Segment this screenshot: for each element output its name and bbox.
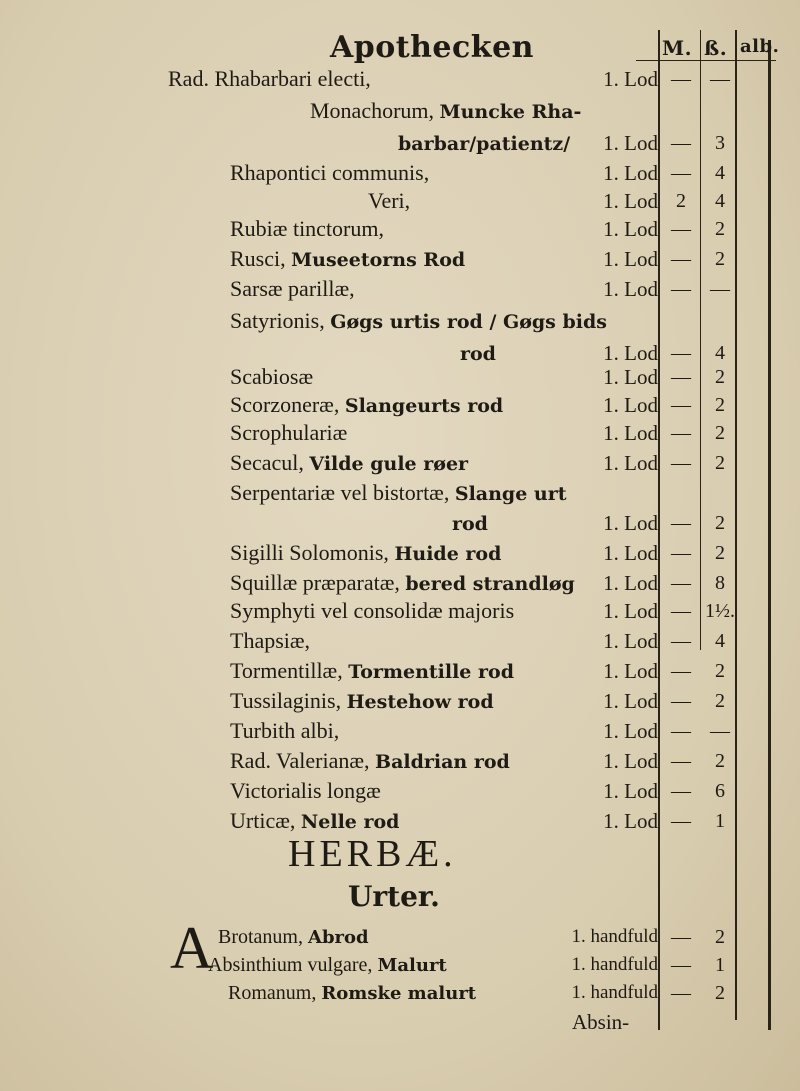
entry-row bbox=[0, 96, 800, 128]
entry-quantity: 1. Lod bbox=[603, 451, 658, 475]
entry-mark: — bbox=[671, 542, 691, 564]
entry-mark: — bbox=[671, 750, 691, 772]
vernacular-gloss: Museetorns Rod bbox=[291, 249, 466, 271]
entry-name bbox=[230, 656, 514, 687]
latin-name: Satyrionis, bbox=[230, 308, 325, 333]
vernacular-gloss: Huide rod bbox=[394, 543, 502, 565]
entry-mark: — bbox=[671, 452, 691, 474]
entry-quantity: 1. Lod bbox=[603, 189, 658, 213]
herb-skilling: 1 bbox=[715, 954, 725, 976]
vernacular-gloss: barbar/patientz/ bbox=[398, 133, 571, 155]
entry-name bbox=[230, 776, 381, 807]
entry-quantity: 1. Lod bbox=[603, 341, 658, 365]
column-header-skilling: ß. bbox=[704, 36, 728, 60]
latin-name: Romanum, bbox=[228, 982, 317, 1004]
herb-name bbox=[228, 978, 476, 1009]
entry-quantity: 1. Lod bbox=[603, 571, 658, 595]
herb-row bbox=[0, 978, 800, 1010]
entry-mark: — bbox=[671, 600, 691, 622]
entry-mark: — bbox=[671, 248, 691, 270]
entry-row bbox=[0, 776, 800, 808]
entry-name bbox=[230, 448, 468, 479]
entry-row bbox=[0, 538, 800, 570]
entry-quantity: 1. Lod bbox=[603, 689, 658, 713]
entry-name bbox=[230, 538, 501, 569]
entry-skilling: 2 bbox=[715, 542, 725, 564]
entry-quantity: 1. Lod bbox=[603, 809, 658, 833]
latin-name: Tussilaginis, bbox=[230, 688, 342, 713]
entry-row bbox=[0, 418, 800, 450]
latin-name: Scabiosæ bbox=[230, 364, 314, 389]
entry-quantity: 1. Lod bbox=[603, 247, 658, 271]
latin-name: Symphyti vel consolidæ majoris bbox=[230, 598, 515, 623]
entry-name bbox=[168, 64, 371, 95]
catchword: Absin- bbox=[572, 1010, 630, 1034]
entry-name bbox=[230, 596, 514, 627]
vernacular-gloss: Vilde gule røer bbox=[309, 453, 469, 475]
entry-skilling: 4 bbox=[715, 190, 725, 212]
latin-name: Thapsiæ, bbox=[230, 628, 311, 653]
entry-mark: — bbox=[671, 366, 691, 388]
entry-name bbox=[452, 508, 488, 539]
vernacular-gloss: Romske malurt bbox=[321, 983, 477, 1004]
entry-skilling: — bbox=[710, 278, 730, 300]
vernacular-gloss: Abrod bbox=[308, 927, 369, 948]
entry-name bbox=[230, 244, 465, 275]
vernacular-gloss: Gøgs urtis rod / Gøgs bids bbox=[330, 311, 607, 333]
entry-quantity: 1. Lod bbox=[603, 365, 658, 389]
latin-name: Serpentariæ vel bistortæ, bbox=[230, 480, 450, 505]
entry-mark: 2 bbox=[676, 190, 686, 212]
entry-quantity: 1. Lod bbox=[603, 749, 658, 773]
entry-quantity: 1. Lod bbox=[603, 511, 658, 535]
latin-name: Sigilli Solomonis, bbox=[230, 540, 389, 565]
entry-row bbox=[0, 716, 800, 748]
vernacular-gloss: bered strandløg bbox=[405, 573, 575, 595]
entry-skilling: — bbox=[710, 68, 730, 90]
entry-quantity: 1. Lod bbox=[603, 393, 658, 417]
latin-name: Tormentillæ, bbox=[230, 658, 343, 683]
entry-row bbox=[0, 214, 800, 246]
entry-mark: — bbox=[671, 780, 691, 802]
entry-skilling: 3 bbox=[715, 132, 725, 154]
latin-name: Scrophulariæ bbox=[230, 420, 348, 445]
entry-quantity: 1. Lod bbox=[603, 67, 658, 91]
entry-row bbox=[0, 686, 800, 718]
latin-name: Squillæ præparatæ, bbox=[230, 570, 400, 595]
entry-quantity: 1. Lod bbox=[603, 629, 658, 653]
herb-skilling: 2 bbox=[715, 982, 725, 1004]
entry-mark: — bbox=[671, 690, 691, 712]
entry-quantity: 1. Lod bbox=[603, 779, 658, 803]
latin-name: Secacul, bbox=[230, 450, 304, 475]
entry-mark: — bbox=[671, 810, 691, 832]
entry-name bbox=[310, 96, 581, 127]
entry-skilling: — bbox=[710, 720, 730, 742]
entry-quantity: 1. Lod bbox=[603, 217, 658, 241]
entry-skilling: 2 bbox=[715, 248, 725, 270]
entry-mark: — bbox=[671, 342, 691, 364]
entry-skilling: 2 bbox=[715, 218, 725, 240]
entry-name bbox=[230, 626, 310, 657]
column-header-mark: M. bbox=[662, 36, 693, 60]
entry-mark: — bbox=[671, 278, 691, 300]
entry-name bbox=[230, 274, 355, 305]
entry-skilling: 2 bbox=[715, 750, 725, 772]
entry-name bbox=[230, 214, 384, 245]
vernacular-gloss: rod bbox=[460, 343, 496, 365]
entry-quantity: 1. Lod bbox=[603, 719, 658, 743]
vernacular-gloss: Hestehow rod bbox=[346, 691, 494, 713]
entry-row bbox=[0, 508, 800, 540]
section-title: HERBÆ. bbox=[288, 833, 457, 875]
entry-mark: — bbox=[671, 422, 691, 444]
entry-quantity: 1. Lod bbox=[603, 131, 658, 155]
entry-quantity: 1. Lod bbox=[603, 161, 658, 185]
entry-mark: — bbox=[671, 630, 691, 652]
herb-skilling: 2 bbox=[715, 926, 725, 948]
vernacular-gloss: Slangeurts rod bbox=[344, 395, 504, 417]
entry-name bbox=[230, 418, 347, 449]
entry-name bbox=[230, 362, 313, 393]
section-subtitle: Urter. bbox=[348, 880, 440, 913]
entry-skilling: 1 bbox=[715, 810, 725, 832]
entry-mark: — bbox=[671, 132, 691, 154]
entry-name bbox=[230, 158, 429, 189]
entry-row bbox=[0, 274, 800, 306]
entry-name bbox=[230, 306, 607, 337]
entry-name bbox=[230, 716, 339, 747]
vernacular-gloss: rod bbox=[452, 513, 488, 535]
entry-skilling: 2 bbox=[715, 452, 725, 474]
entry-skilling: 1½. bbox=[705, 600, 735, 622]
entry-quantity: 1. Lod bbox=[603, 599, 658, 623]
entry-row bbox=[0, 448, 800, 480]
latin-name: Victorialis longæ bbox=[230, 778, 381, 803]
vernacular-gloss: Tormentille rod bbox=[348, 661, 514, 683]
vernacular-gloss: Muncke Rha- bbox=[439, 101, 582, 123]
entry-name bbox=[230, 686, 494, 717]
latin-name: Scorzoneræ, bbox=[230, 392, 340, 417]
entry-row bbox=[0, 306, 800, 338]
herb-mark: — bbox=[671, 926, 691, 948]
entry-skilling: 6 bbox=[715, 780, 725, 802]
entry-name bbox=[230, 390, 503, 421]
latin-name: Sarsæ parillæ, bbox=[230, 276, 355, 301]
entry-skilling: 2 bbox=[715, 660, 725, 682]
entry-row bbox=[0, 478, 800, 510]
entry-name bbox=[230, 746, 510, 777]
latin-name: Rusci, bbox=[230, 246, 286, 271]
entry-skilling: 2 bbox=[715, 366, 725, 388]
entry-row bbox=[0, 656, 800, 688]
entry-mark: — bbox=[671, 660, 691, 682]
herb-quantity: 1. handfuld bbox=[571, 954, 658, 975]
herb-quantity: 1. handfuld bbox=[571, 982, 658, 1003]
latin-name: Rubiæ tinctorum, bbox=[230, 216, 384, 241]
entry-name bbox=[398, 128, 570, 159]
entry-mark: — bbox=[671, 218, 691, 240]
entry-skilling: 8 bbox=[715, 572, 725, 594]
herb-quantity: 1. handfuld bbox=[571, 926, 658, 947]
entry-mark: — bbox=[671, 394, 691, 416]
vernacular-gloss: Nelle rod bbox=[300, 811, 400, 833]
entry-mark: — bbox=[671, 720, 691, 742]
herb-mark: — bbox=[671, 982, 691, 1004]
latin-name: Monachorum, bbox=[310, 98, 435, 123]
page-title: Apothecken bbox=[330, 30, 534, 65]
vernacular-gloss: Malurt bbox=[377, 955, 447, 976]
entry-skilling: 4 bbox=[715, 162, 725, 184]
latin-name: Brotanum, bbox=[218, 926, 303, 948]
latin-name: Veri, bbox=[368, 188, 411, 213]
header-rule bbox=[636, 60, 776, 61]
entry-row bbox=[0, 746, 800, 778]
entry-name bbox=[230, 568, 575, 599]
entry-quantity: 1. Lod bbox=[603, 659, 658, 683]
column-header-alb: alb. bbox=[740, 36, 780, 57]
entry-mark: — bbox=[671, 512, 691, 534]
latin-name: Absinthium vulgare, bbox=[208, 954, 373, 976]
herb-mark: — bbox=[671, 954, 691, 976]
entry-skilling: 2 bbox=[715, 690, 725, 712]
latin-name: Rad. Rhabarbari electi, bbox=[168, 66, 371, 91]
latin-name: Rhapontici communis, bbox=[230, 160, 430, 185]
entry-quantity: 1. Lod bbox=[603, 541, 658, 565]
entry-name bbox=[230, 478, 567, 509]
entry-skilling: 4 bbox=[715, 342, 725, 364]
entry-skilling: 2 bbox=[715, 512, 725, 534]
entry-mark: — bbox=[671, 572, 691, 594]
drop-cap: A bbox=[170, 915, 214, 981]
entry-row bbox=[0, 596, 800, 628]
entry-row bbox=[0, 626, 800, 658]
entry-row bbox=[0, 128, 800, 160]
vernacular-gloss: Slange urt bbox=[454, 483, 567, 505]
entry-mark: — bbox=[671, 68, 691, 90]
latin-name: Urticæ, bbox=[230, 808, 296, 833]
entry-row bbox=[0, 64, 800, 96]
herb-name bbox=[218, 922, 369, 953]
entry-row bbox=[0, 244, 800, 276]
entry-skilling: 2 bbox=[715, 422, 725, 444]
entry-skilling: 4 bbox=[715, 630, 725, 652]
herb-name bbox=[208, 950, 447, 981]
entry-quantity: 1. Lod bbox=[603, 421, 658, 445]
latin-name: Turbith albi, bbox=[230, 718, 340, 743]
entry-name bbox=[368, 186, 410, 217]
latin-name: Rad. Valerianæ, bbox=[230, 748, 370, 773]
entry-mark: — bbox=[671, 162, 691, 184]
entry-skilling: 2 bbox=[715, 394, 725, 416]
entry-quantity: 1. Lod bbox=[603, 277, 658, 301]
vernacular-gloss: Baldrian rod bbox=[375, 751, 510, 773]
